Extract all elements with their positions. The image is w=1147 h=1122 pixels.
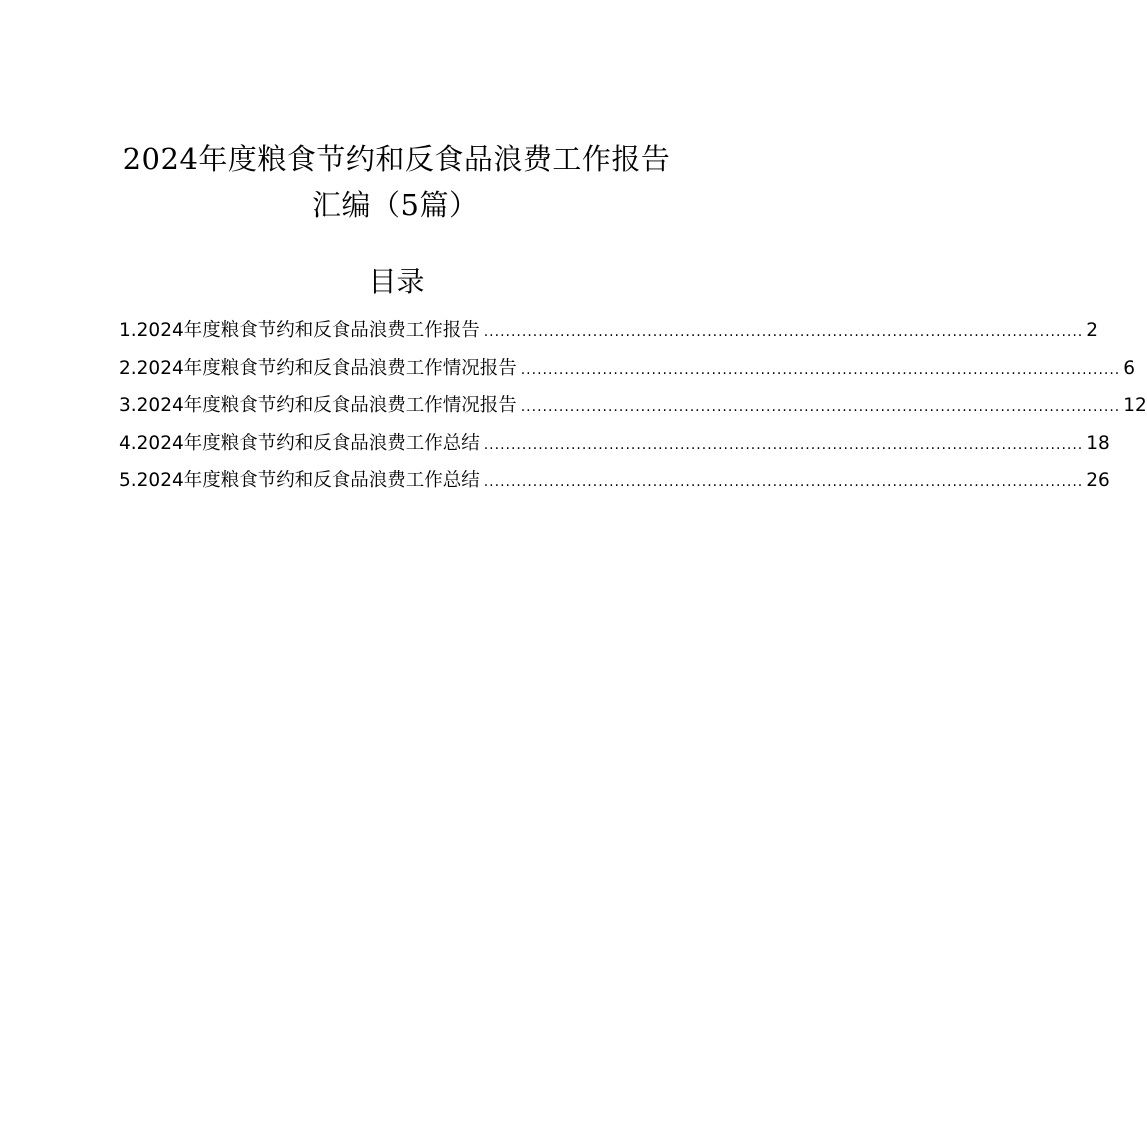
toc-entry-1[interactable] [119,312,1099,350]
toc-entry-title: 4.2024年度粮食节约和反食品浪费工作总结 [119,432,480,454]
dot-leader: .............................................................................................................. [520,399,1121,415]
toc-entry-title: 5.2024年度粮食节约和反食品浪费工作总结 [119,470,480,491]
document-title [0,136,793,228]
document-title-line-1: 2024年度粮食节约和反食品浪费工作报告 [122,142,671,176]
dot-leader: .............................................................................................................. [483,474,1084,490]
toc-heading: 目录 [368,265,425,298]
document-title-line-2: 汇编（5篇） [312,188,479,222]
toc-entry-5[interactable] [119,462,1110,500]
toc-entry-title: 1.2024年度粮食节约和反食品浪费工作报告 [119,320,480,341]
toc-entry-page-number: 26 [1086,470,1110,491]
toc-entry-page-number: 6 [1123,357,1136,379]
toc-entry-4[interactable] [119,425,1110,463]
dot-leader: .............................................................................................................. [483,324,1084,340]
toc-entry-3[interactable] [119,387,1147,425]
toc-entry-page-number: 18 [1086,432,1110,454]
dot-leader: .............................................................................................................. [483,436,1084,453]
table-of-contents [119,312,1147,500]
dot-leader: .............................................................................................................. [520,361,1121,378]
toc-entry-page-number: 2 [1086,320,1099,341]
toc-entry-title: 3.2024年度粮食节约和反食品浪费工作情况报告 [119,395,517,416]
toc-entry-page-number: 12 [1123,395,1147,416]
toc-entry-title: 2.2024年度粮食节约和反食品浪费工作情况报告 [119,357,517,379]
toc-entry-2[interactable] [119,350,1136,388]
